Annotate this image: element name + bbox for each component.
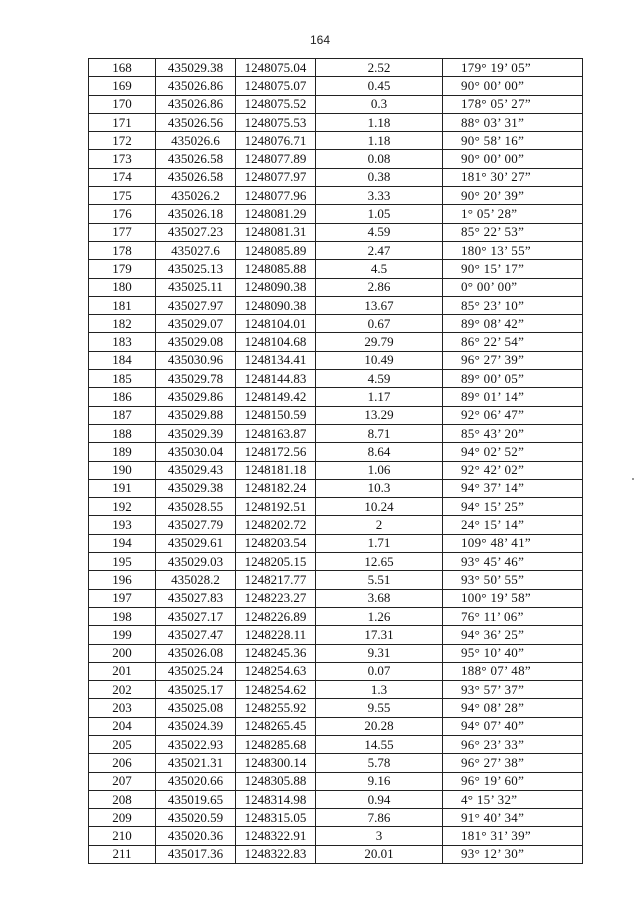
distance-cell: 10.49	[316, 351, 443, 369]
y-coordinate-cell: 1248315.05	[236, 809, 316, 827]
distance-cell: 9.55	[316, 699, 443, 717]
angle-cell: 178° 05’ 27”	[443, 95, 583, 113]
y-coordinate-cell: 1248090.38	[236, 296, 316, 314]
table-row	[89, 168, 583, 186]
distance-cell: 3	[316, 827, 443, 845]
distance-cell: 9.31	[316, 644, 443, 662]
x-coordinate-cell: 435026.2	[156, 187, 236, 205]
table-row	[89, 735, 583, 753]
angle-cell: 85° 23’ 10”	[443, 296, 583, 314]
page-number: 164	[309, 33, 331, 47]
point-number-cell: 177	[89, 223, 156, 241]
table-row	[89, 333, 583, 351]
y-coordinate-cell: 1248192.51	[236, 498, 316, 516]
distance-cell: 1.26	[316, 607, 443, 625]
table-row	[89, 607, 583, 625]
angle-cell: 94° 37’ 14”	[443, 479, 583, 497]
distance-cell: 20.01	[316, 845, 443, 863]
x-coordinate-cell: 435019.65	[156, 790, 236, 808]
x-coordinate-cell: 435026.58	[156, 168, 236, 186]
y-coordinate-cell: 1248075.07	[236, 77, 316, 95]
angle-cell: 0° 00’ 00”	[443, 278, 583, 296]
y-coordinate-cell: 1248226.89	[236, 607, 316, 625]
point-number-cell: 168	[89, 59, 156, 77]
table-row	[89, 461, 583, 479]
angle-cell: 92° 42’ 02”	[443, 461, 583, 479]
angle-cell: 96° 27’ 38”	[443, 754, 583, 772]
point-number-cell: 188	[89, 424, 156, 442]
table-row	[89, 59, 583, 77]
y-coordinate-cell: 1248245.36	[236, 644, 316, 662]
point-number-cell: 191	[89, 479, 156, 497]
distance-cell: 14.55	[316, 735, 443, 753]
angle-cell: 188° 07’ 48”	[443, 662, 583, 680]
distance-cell: 4.59	[316, 370, 443, 388]
x-coordinate-cell: 435027.6	[156, 241, 236, 259]
table-row	[89, 498, 583, 516]
table-row	[89, 827, 583, 845]
angle-cell: 95° 10’ 40”	[443, 644, 583, 662]
table-row	[89, 553, 583, 571]
angle-cell: 90° 58’ 16”	[443, 132, 583, 150]
point-number-cell: 173	[89, 150, 156, 168]
x-coordinate-cell: 435026.56	[156, 113, 236, 131]
table-row	[89, 351, 583, 369]
x-coordinate-cell: 435029.08	[156, 333, 236, 351]
x-coordinate-cell: 435027.79	[156, 516, 236, 534]
angle-cell: 93° 50’ 55”	[443, 571, 583, 589]
y-coordinate-cell: 1248314.98	[236, 790, 316, 808]
angle-cell: 90° 15’ 17”	[443, 260, 583, 278]
y-coordinate-cell: 1248228.11	[236, 626, 316, 644]
distance-cell: 10.24	[316, 498, 443, 516]
x-coordinate-cell: 435026.58	[156, 150, 236, 168]
table-row	[89, 626, 583, 644]
angle-cell: 4° 15’ 32”	[443, 790, 583, 808]
table-row	[89, 754, 583, 772]
point-number-cell: 204	[89, 717, 156, 735]
table-row	[89, 95, 583, 113]
y-coordinate-cell: 1248322.91	[236, 827, 316, 845]
y-coordinate-cell: 1248223.27	[236, 589, 316, 607]
point-number-cell: 182	[89, 315, 156, 333]
distance-cell: 8.64	[316, 443, 443, 461]
distance-cell: 29.79	[316, 333, 443, 351]
point-number-cell: 199	[89, 626, 156, 644]
angle-cell: 100° 19’ 58”	[443, 589, 583, 607]
y-coordinate-cell: 1248077.96	[236, 187, 316, 205]
table-row	[89, 296, 583, 314]
y-coordinate-cell: 1248077.89	[236, 150, 316, 168]
point-number-cell: 170	[89, 95, 156, 113]
table-row	[89, 699, 583, 717]
y-coordinate-cell: 1248217.77	[236, 571, 316, 589]
distance-cell: 1.18	[316, 113, 443, 131]
point-number-cell: 197	[89, 589, 156, 607]
angle-cell: 93° 45’ 46”	[443, 553, 583, 571]
point-number-cell: 192	[89, 498, 156, 516]
table-row	[89, 772, 583, 790]
y-coordinate-cell: 1248254.62	[236, 681, 316, 699]
distance-cell: 13.67	[316, 296, 443, 314]
angle-cell: 76° 11’ 06”	[443, 607, 583, 625]
distance-cell: 1.3	[316, 681, 443, 699]
point-number-cell: 175	[89, 187, 156, 205]
angle-cell: 85° 22’ 53”	[443, 223, 583, 241]
angle-cell: 88° 03’ 31”	[443, 113, 583, 131]
table-row	[89, 388, 583, 406]
distance-cell: 2.86	[316, 278, 443, 296]
distance-cell: 1.17	[316, 388, 443, 406]
point-number-cell: 201	[89, 662, 156, 680]
y-coordinate-cell: 1248254.63	[236, 662, 316, 680]
angle-cell: 91° 40’ 34”	[443, 809, 583, 827]
y-coordinate-cell: 1248182.24	[236, 479, 316, 497]
distance-cell: 1.05	[316, 205, 443, 223]
distance-cell: 5.51	[316, 571, 443, 589]
y-coordinate-cell: 1248163.87	[236, 424, 316, 442]
y-coordinate-cell: 1248090.38	[236, 278, 316, 296]
x-coordinate-cell: 435025.11	[156, 278, 236, 296]
distance-cell: 13.29	[316, 406, 443, 424]
point-number-cell: 203	[89, 699, 156, 717]
y-coordinate-cell: 1248265.45	[236, 717, 316, 735]
table-row	[89, 479, 583, 497]
angle-cell: 94° 15’ 25”	[443, 498, 583, 516]
distance-cell: 0.3	[316, 95, 443, 113]
y-coordinate-cell: 1248077.97	[236, 168, 316, 186]
x-coordinate-cell: 435030.04	[156, 443, 236, 461]
distance-cell: 8.71	[316, 424, 443, 442]
point-number-cell: 198	[89, 607, 156, 625]
distance-cell: 9.16	[316, 772, 443, 790]
distance-cell: 17.31	[316, 626, 443, 644]
angle-cell: 181° 31’ 39”	[443, 827, 583, 845]
x-coordinate-cell: 435025.08	[156, 699, 236, 717]
x-coordinate-cell: 435026.08	[156, 644, 236, 662]
angle-cell: 96° 27’ 39”	[443, 351, 583, 369]
angle-cell: 96° 23’ 33”	[443, 735, 583, 753]
distance-cell: 12.65	[316, 553, 443, 571]
table-row	[89, 662, 583, 680]
angle-cell: 94° 36’ 25”	[443, 626, 583, 644]
distance-cell: 0.07	[316, 662, 443, 680]
angle-cell: 181° 30’ 27”	[443, 168, 583, 186]
distance-cell: 0.08	[316, 150, 443, 168]
point-number-cell: 172	[89, 132, 156, 150]
x-coordinate-cell: 435029.78	[156, 370, 236, 388]
x-coordinate-cell: 435029.43	[156, 461, 236, 479]
y-coordinate-cell: 1248285.68	[236, 735, 316, 753]
x-coordinate-cell: 435027.23	[156, 223, 236, 241]
x-coordinate-cell: 435025.24	[156, 662, 236, 680]
angle-cell: 89° 00’ 05”	[443, 370, 583, 388]
angle-cell: 93° 12’ 30”	[443, 845, 583, 863]
x-coordinate-cell: 435029.03	[156, 553, 236, 571]
x-coordinate-cell: 435029.61	[156, 534, 236, 552]
x-coordinate-cell: 435029.07	[156, 315, 236, 333]
angle-cell: 93° 57’ 37”	[443, 681, 583, 699]
y-coordinate-cell: 1248322.83	[236, 845, 316, 863]
angle-cell: 179° 19’ 05”	[443, 59, 583, 77]
coordinates-table-body	[89, 59, 583, 864]
table-row	[89, 717, 583, 735]
table-row	[89, 150, 583, 168]
distance-cell: 1.18	[316, 132, 443, 150]
y-coordinate-cell: 1248149.42	[236, 388, 316, 406]
coordinates-table	[88, 58, 583, 864]
point-number-cell: 183	[89, 333, 156, 351]
table-row	[89, 260, 583, 278]
distance-cell: 4.59	[316, 223, 443, 241]
distance-cell: 2.47	[316, 241, 443, 259]
distance-cell: 0.94	[316, 790, 443, 808]
point-number-cell: 186	[89, 388, 156, 406]
x-coordinate-cell: 435017.36	[156, 845, 236, 863]
table-row	[89, 845, 583, 863]
angle-cell: 94° 08’ 28”	[443, 699, 583, 717]
y-coordinate-cell: 1248150.59	[236, 406, 316, 424]
x-coordinate-cell: 435027.17	[156, 607, 236, 625]
point-number-cell: 202	[89, 681, 156, 699]
x-coordinate-cell: 435030.96	[156, 351, 236, 369]
distance-cell: 1.06	[316, 461, 443, 479]
x-coordinate-cell: 435029.39	[156, 424, 236, 442]
table-row	[89, 205, 583, 223]
angle-cell: 90° 20’ 39”	[443, 187, 583, 205]
x-coordinate-cell: 435026.6	[156, 132, 236, 150]
y-coordinate-cell: 1248104.68	[236, 333, 316, 351]
point-number-cell: 206	[89, 754, 156, 772]
distance-cell: 4.5	[316, 260, 443, 278]
angle-cell: 85° 43’ 20”	[443, 424, 583, 442]
angle-cell: 86° 22’ 54”	[443, 333, 583, 351]
x-coordinate-cell: 435027.83	[156, 589, 236, 607]
x-coordinate-cell: 435020.36	[156, 827, 236, 845]
point-number-cell: 195	[89, 553, 156, 571]
table-row	[89, 187, 583, 205]
y-coordinate-cell: 1248085.88	[236, 260, 316, 278]
table-row	[89, 790, 583, 808]
point-number-cell: 178	[89, 241, 156, 259]
y-coordinate-cell: 1248300.14	[236, 754, 316, 772]
distance-cell: 2.52	[316, 59, 443, 77]
table-row	[89, 278, 583, 296]
x-coordinate-cell: 435020.66	[156, 772, 236, 790]
x-coordinate-cell: 435026.86	[156, 95, 236, 113]
distance-cell: 1.71	[316, 534, 443, 552]
angle-cell: 89° 08’ 42”	[443, 315, 583, 333]
point-number-cell: 184	[89, 351, 156, 369]
point-number-cell: 207	[89, 772, 156, 790]
x-coordinate-cell: 435026.86	[156, 77, 236, 95]
x-coordinate-cell: 435028.55	[156, 498, 236, 516]
point-number-cell: 189	[89, 443, 156, 461]
point-number-cell: 190	[89, 461, 156, 479]
table-row	[89, 589, 583, 607]
point-number-cell: 196	[89, 571, 156, 589]
table-row	[89, 77, 583, 95]
distance-cell: 7.86	[316, 809, 443, 827]
angle-cell: 90° 00’ 00”	[443, 77, 583, 95]
y-coordinate-cell: 1248144.83	[236, 370, 316, 388]
angle-cell: 89° 01’ 14”	[443, 388, 583, 406]
y-coordinate-cell: 1248075.04	[236, 59, 316, 77]
angle-cell: 94° 02’ 52”	[443, 443, 583, 461]
angle-cell: 1° 05’ 28”	[443, 205, 583, 223]
angle-cell: 180° 13’ 55”	[443, 241, 583, 259]
x-coordinate-cell: 435029.38	[156, 479, 236, 497]
y-coordinate-cell: 1248181.18	[236, 461, 316, 479]
x-coordinate-cell: 435025.17	[156, 681, 236, 699]
point-number-cell: 185	[89, 370, 156, 388]
angle-cell: 109° 48’ 41”	[443, 534, 583, 552]
distance-cell: 3.68	[316, 589, 443, 607]
point-number-cell: 180	[89, 278, 156, 296]
x-coordinate-cell: 435027.97	[156, 296, 236, 314]
x-coordinate-cell: 435025.13	[156, 260, 236, 278]
point-number-cell: 179	[89, 260, 156, 278]
table-row	[89, 370, 583, 388]
angle-cell: 92° 06’ 47”	[443, 406, 583, 424]
table-row	[89, 406, 583, 424]
y-coordinate-cell: 1248134.41	[236, 351, 316, 369]
point-number-cell: 208	[89, 790, 156, 808]
point-number-cell: 174	[89, 168, 156, 186]
angle-cell: 24° 15’ 14”	[443, 516, 583, 534]
x-coordinate-cell: 435026.18	[156, 205, 236, 223]
distance-cell: 0.67	[316, 315, 443, 333]
point-number-cell: 171	[89, 113, 156, 131]
y-coordinate-cell: 1248085.89	[236, 241, 316, 259]
distance-cell: 2	[316, 516, 443, 534]
table-row	[89, 516, 583, 534]
table-row	[89, 809, 583, 827]
table-row	[89, 534, 583, 552]
x-coordinate-cell: 435028.2	[156, 571, 236, 589]
table-row	[89, 315, 583, 333]
y-coordinate-cell: 1248081.29	[236, 205, 316, 223]
angle-cell: 96° 19’ 60”	[443, 772, 583, 790]
y-coordinate-cell: 1248076.71	[236, 132, 316, 150]
distance-cell: 0.45	[316, 77, 443, 95]
point-number-cell: 181	[89, 296, 156, 314]
y-coordinate-cell: 1248075.53	[236, 113, 316, 131]
angle-cell: 90° 00’ 00”	[443, 150, 583, 168]
y-coordinate-cell: 1248172.56	[236, 443, 316, 461]
x-coordinate-cell: 435022.93	[156, 735, 236, 753]
y-coordinate-cell: 1248104.01	[236, 315, 316, 333]
point-number-cell: 169	[89, 77, 156, 95]
distance-cell: 5.78	[316, 754, 443, 772]
distance-cell: 0.38	[316, 168, 443, 186]
x-coordinate-cell: 435020.59	[156, 809, 236, 827]
table-row	[89, 424, 583, 442]
x-coordinate-cell: 435027.47	[156, 626, 236, 644]
scan-speck	[632, 478, 634, 480]
distance-cell: 10.3	[316, 479, 443, 497]
point-number-cell: 211	[89, 845, 156, 863]
y-coordinate-cell: 1248081.31	[236, 223, 316, 241]
point-number-cell: 187	[89, 406, 156, 424]
y-coordinate-cell: 1248255.92	[236, 699, 316, 717]
point-number-cell: 200	[89, 644, 156, 662]
table-row	[89, 571, 583, 589]
distance-cell: 3.33	[316, 187, 443, 205]
x-coordinate-cell: 435024.39	[156, 717, 236, 735]
x-coordinate-cell: 435029.38	[156, 59, 236, 77]
table-row	[89, 113, 583, 131]
x-coordinate-cell: 435021.31	[156, 754, 236, 772]
table-row	[89, 223, 583, 241]
y-coordinate-cell: 1248075.52	[236, 95, 316, 113]
y-coordinate-cell: 1248305.88	[236, 772, 316, 790]
point-number-cell: 209	[89, 809, 156, 827]
table-row	[89, 644, 583, 662]
table-row	[89, 132, 583, 150]
point-number-cell: 176	[89, 205, 156, 223]
x-coordinate-cell: 435029.86	[156, 388, 236, 406]
point-number-cell: 205	[89, 735, 156, 753]
x-coordinate-cell: 435029.88	[156, 406, 236, 424]
table-row	[89, 443, 583, 461]
point-number-cell: 194	[89, 534, 156, 552]
table-row	[89, 241, 583, 259]
y-coordinate-cell: 1248203.54	[236, 534, 316, 552]
angle-cell: 94° 07’ 40”	[443, 717, 583, 735]
point-number-cell: 193	[89, 516, 156, 534]
point-number-cell: 210	[89, 827, 156, 845]
y-coordinate-cell: 1248205.15	[236, 553, 316, 571]
distance-cell: 20.28	[316, 717, 443, 735]
table-row	[89, 681, 583, 699]
y-coordinate-cell: 1248202.72	[236, 516, 316, 534]
